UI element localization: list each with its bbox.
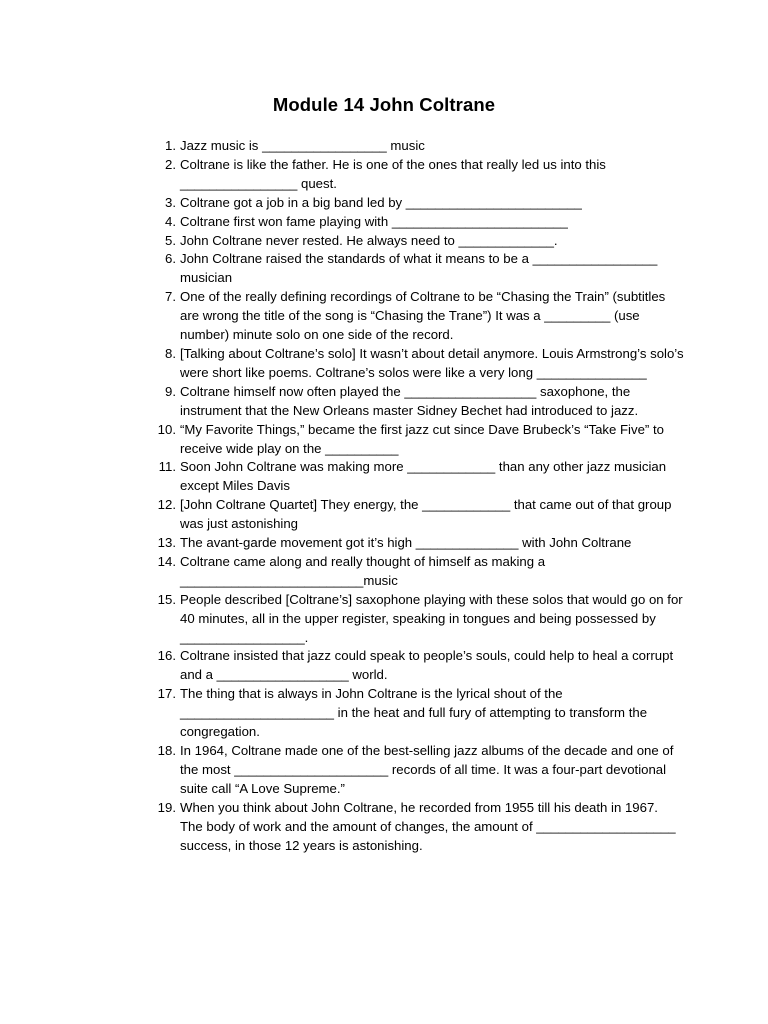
question-text: [Talking about Coltrane’s solo] It wasn’t about detail anymore. Louis Armstrong’s solo’s were short like poems. Coltrane’s solos were like a very long _______________: [180, 345, 684, 380]
question-number: 7.: [165, 289, 176, 305]
question-number: 17.: [157, 686, 176, 702]
question-item: [154, 383, 684, 421]
question-text: The avant-garde movement got it’s high ______________ with John Coltrane: [180, 535, 632, 551]
question-item: [154, 250, 684, 288]
question-text: “My Favorite Things,” became the first jazz cut since Dave Brubeck’s “Take Five” to receive wide play on the __________: [180, 421, 664, 456]
question-number: 1.: [165, 138, 176, 153]
question-item: [154, 458, 684, 496]
question-number: 12.: [157, 497, 176, 513]
question-number: 14.: [157, 553, 176, 569]
question-number: 15.: [157, 591, 176, 607]
question-number: 2.: [165, 156, 176, 172]
question-number: 3.: [165, 194, 176, 210]
question-text: Coltrane first won fame playing with ________________________: [180, 213, 568, 229]
question-number: 5.: [165, 232, 176, 248]
question-item: [154, 553, 684, 591]
question-text: Soon John Coltrane was making more ____________ than any other jazz musician except Miles Davis: [180, 459, 667, 494]
question-text: Coltrane came along and really thought of himself as making a _________________________music: [180, 553, 546, 588]
question-item: [154, 647, 684, 685]
question-item: [154, 496, 684, 534]
question-item: [154, 213, 684, 232]
question-number: 19.: [157, 799, 176, 815]
question-item: [154, 156, 684, 194]
question-text: Jazz music is _________________ music: [180, 138, 425, 153]
question-text: Coltrane himself now often played the __________________ saxophone, the instrument that the New Orleans master Sidney Bechet had introduced to jazz.: [180, 383, 639, 418]
question-text: People described [Coltrane’s] saxophone playing with these solos that would go on for 40 minutes, all in the upper register, speaking in tongues and being possessed by _________________.: [180, 591, 683, 645]
question-number: 11.: [158, 459, 176, 475]
question-item: [154, 534, 684, 553]
question-text: Coltrane is like the father. He is one of the ones that really led us into this ________________ quest.: [180, 156, 606, 191]
question-text: [John Coltrane Quartet] They energy, the ____________ that came out of that group was just astonishing: [180, 497, 672, 532]
question-item: [154, 591, 684, 648]
question-text: John Coltrane never rested. He always need to _____________.: [180, 232, 558, 248]
question-number: 9.: [165, 383, 176, 399]
question-item: [154, 685, 684, 742]
question-number: 6.: [165, 251, 176, 267]
question-item: [154, 232, 684, 251]
question-number: 18.: [157, 743, 176, 758]
question-number: 13.: [157, 535, 176, 551]
question-text: In 1964, Coltrane made one of the best-selling jazz albums of the decade and one of the most _____________________ records of all time. It was a four-part devotional suite call “A Love Supreme.”: [180, 743, 674, 796]
question-item: [154, 137, 684, 156]
question-text: The thing that is always in John Coltrane is the lyrical shout of the _____________________ in the heat and full fury of attempting to transform the congregation.: [180, 686, 648, 740]
question-number: 4.: [165, 213, 176, 229]
question-text: Coltrane insisted that jazz could speak to people’s souls, could help to heal a corrupt and a __________________ world.: [180, 648, 674, 683]
page-title: Module 14 John Coltrane: [272, 94, 496, 115]
question-text: Coltrane got a job in a big band led by ________________________: [180, 194, 582, 210]
question-item: [154, 345, 684, 383]
question-item: [154, 421, 684, 459]
question-text: One of the really defining recordings of Coltrane to be “Chasing the Train” (subtitles are wrong the title of the song is “Chasing the Trane”) It was a _________ (use number) minute solo on one side of the record.: [180, 289, 666, 343]
question-number: 16.: [157, 648, 176, 664]
question-item: [154, 742, 684, 799]
question-item: [154, 288, 684, 345]
question-list: [154, 137, 684, 855]
question-item: [154, 194, 684, 213]
question-number: 8.: [165, 345, 176, 361]
question-text: John Coltrane raised the standards of what it means to be a _________________ musician: [180, 251, 658, 286]
question-number: 10.: [157, 421, 176, 437]
question-item: [154, 799, 684, 856]
question-text: When you think about John Coltrane, he recorded from 1955 till his death in 1967. The body of work and the amount of changes, the amount of ___________________ success, in those 12 years is astonishing.: [180, 799, 676, 853]
